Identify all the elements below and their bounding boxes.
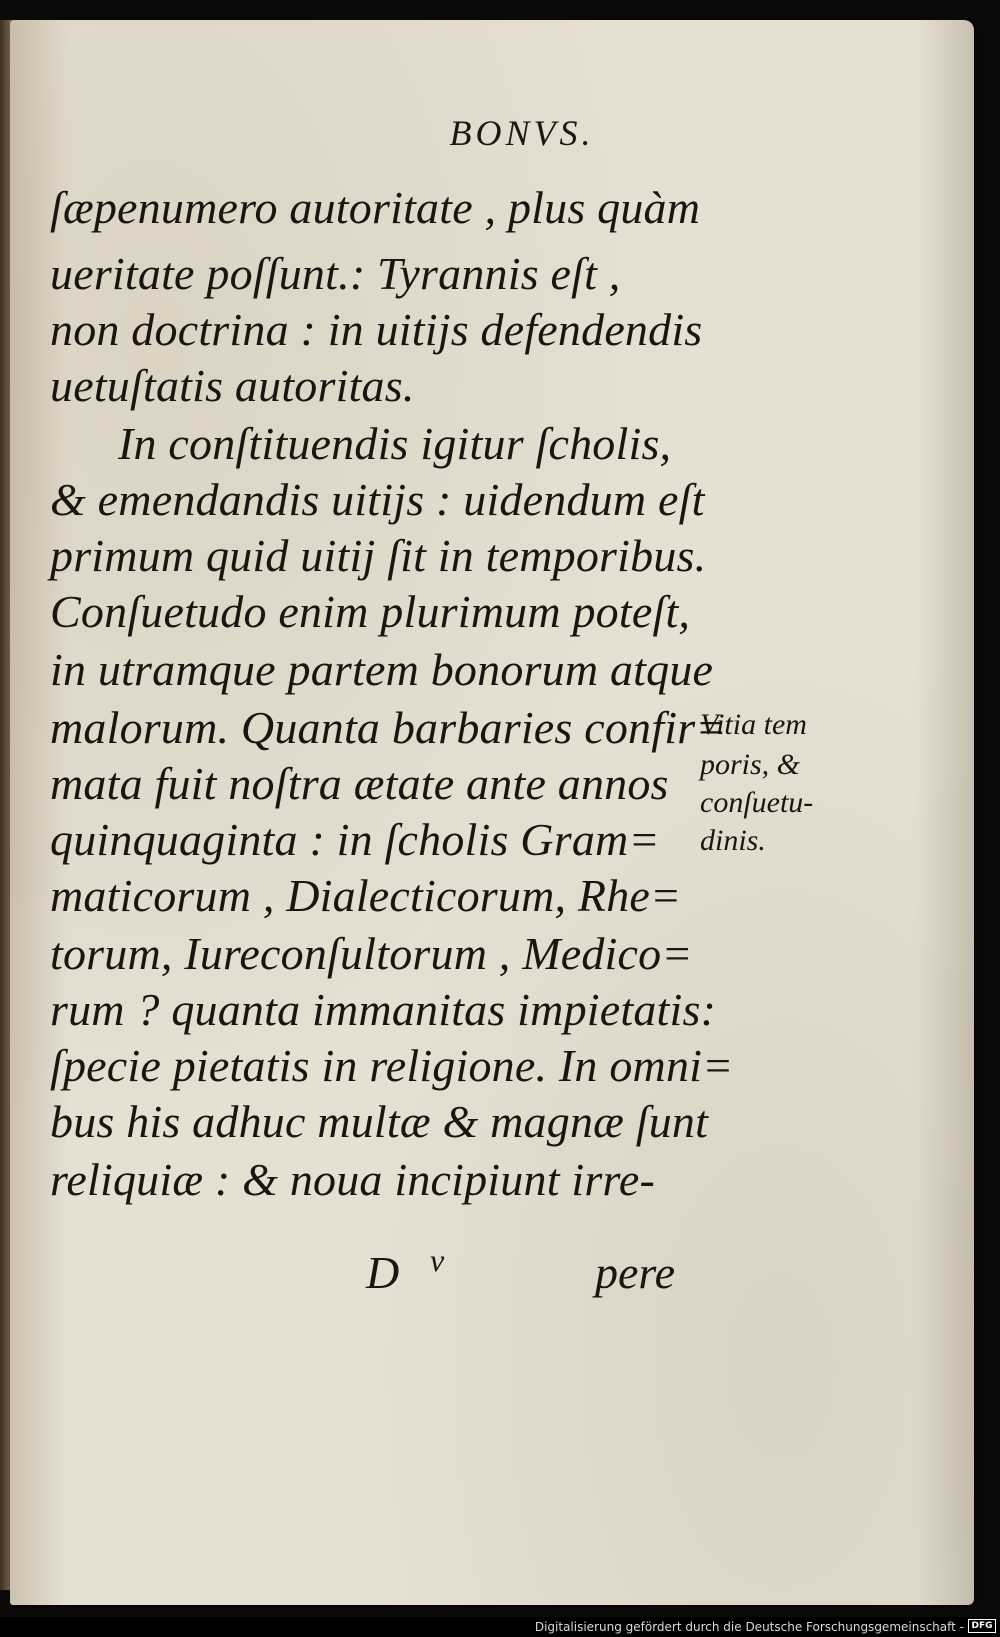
text-line-14: torum, Iureconſultorum , Medico= bbox=[50, 928, 693, 979]
text-line-4: uetuſtatis autoritas. bbox=[50, 360, 415, 411]
text-line-12: quinquaginta : in ſcholis Gram= bbox=[50, 814, 660, 865]
text-line-7: primum quid uitij ſit in temporibus. bbox=[50, 530, 707, 581]
signature-number: v bbox=[430, 1242, 445, 1278]
running-header: BONVS. bbox=[449, 113, 595, 153]
book-page bbox=[10, 20, 974, 1605]
footer-credit: Digitalisierung gefördert durch die Deutsche Forschungsgemeinschaft - bbox=[534, 1620, 964, 1634]
text-line-5: In conſtituendis igitur ſcholis, bbox=[118, 418, 672, 469]
catchword: pere bbox=[595, 1247, 676, 1298]
text-line-11: mata fuit noſtra ætate ante annos bbox=[50, 758, 669, 809]
text-line-3: non doctrina : in uitijs defendendis bbox=[50, 304, 703, 355]
text-line-10: malorum. Quanta barbaries confir= bbox=[50, 702, 727, 753]
marginal-note-line-1: Vitia tem bbox=[700, 708, 807, 741]
text-line-9: in utramque partem bonorum atque bbox=[50, 644, 714, 695]
signature-mark: D bbox=[366, 1247, 400, 1298]
text-line-17: bus his adhuc multæ & magnæ ſunt bbox=[50, 1096, 709, 1147]
marginal-note-line-4: dinis. bbox=[700, 824, 766, 857]
marginal-note-line-3: conſuetu- bbox=[700, 786, 814, 819]
marginal-note-line-2: poris, & bbox=[700, 748, 801, 781]
text-line-15: rum ? quanta immanitas impietatis: bbox=[50, 984, 717, 1035]
text-line-16: ſpecie pietatis in religione. In omni= bbox=[50, 1040, 734, 1091]
text-line-2: ueritate poſſunt.: Tyrannis eſt , bbox=[50, 248, 621, 299]
text-line-8: Conſuetudo enim plurimum poteſt, bbox=[50, 586, 691, 637]
text-line-13: maticorum , Dialecticorum, Rhe= bbox=[50, 870, 682, 921]
text-line-18: reliquiæ : & noua incipiunt irre- bbox=[50, 1154, 655, 1205]
text-line-6: & emendandis uitijs : uidendum eſt bbox=[50, 474, 705, 525]
dfg-logo-icon: DFG bbox=[968, 1619, 996, 1633]
text-line-1: ſæpenumero autoritate , plus quàm bbox=[50, 182, 701, 233]
